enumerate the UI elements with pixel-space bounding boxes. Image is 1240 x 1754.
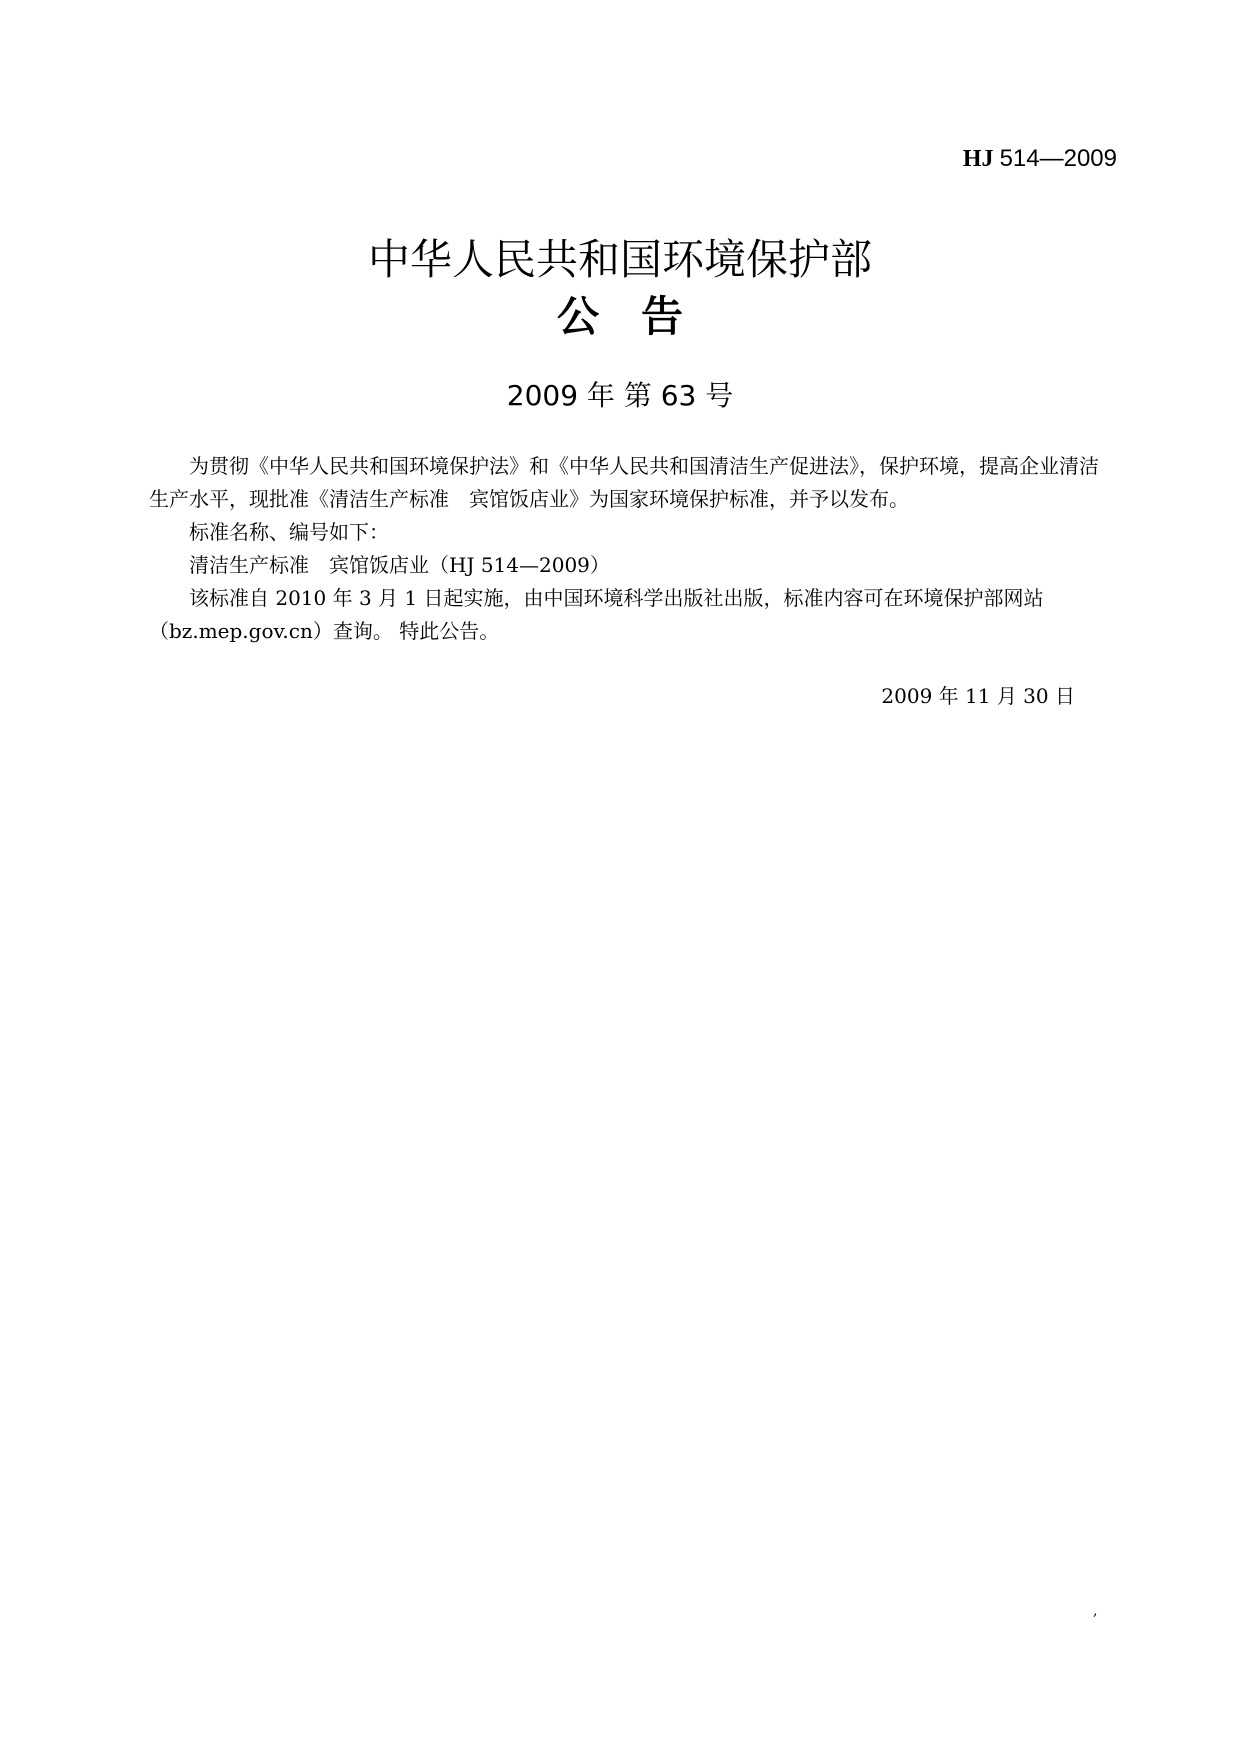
ministry-title: 中华人民共和国环境保护部 xyxy=(367,235,872,284)
document-code-prefix: HJ xyxy=(962,146,994,172)
body-paragraph-effective-date: 该标准自 2010 年 3 月 1 日起实施，由中国环境科学出版社出版，标准内容可在环境保护部网站（bz.mep.gov.cn）查询。 特此公告。 xyxy=(149,586,1044,643)
document-code-number: 514—2009 xyxy=(999,145,1117,172)
announcement-body xyxy=(149,450,1114,648)
body-paragraph-standard-intro: 标准名称、编号如下： xyxy=(189,520,389,544)
signature-date: 2009 年 11 月 30 日 xyxy=(881,684,1075,708)
document-code xyxy=(963,147,1117,171)
body-paragraph-purpose: 为贯彻《中华人民共和国环境保护法》和《中华人民共和国清洁生产促进法》，保护环境，提高企业清洁生产水平，现批准《清洁生产标准 宾馆饭店业》为国家环境保护标准，并予以发布。 xyxy=(149,454,1099,511)
issue-number: 2009 年 第 63 号 xyxy=(506,379,734,412)
page-mark: , xyxy=(1093,1603,1098,1619)
announcement-title: 公告 xyxy=(556,292,725,341)
body-paragraph-standard-name: 清洁生产标准 宾馆饭店业（HJ 514—2009） xyxy=(189,553,610,577)
